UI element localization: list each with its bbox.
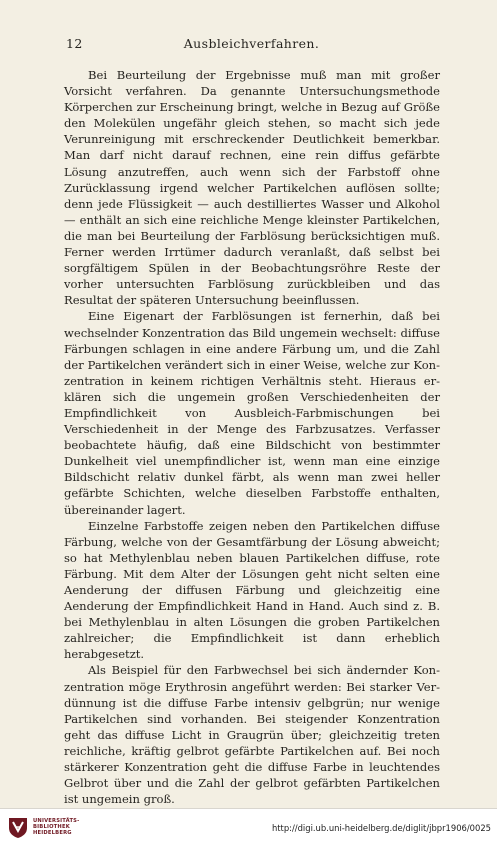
library-crest-icon [6, 815, 30, 839]
library-name-line: UNIVERSITÄTS- [33, 818, 80, 824]
page-header [66, 36, 437, 54]
page-number: 12 [66, 36, 83, 51]
running-title: Ausbleichverfahren. [183, 36, 320, 51]
source-url-link[interactable]: http://digi.ub.uni-heidelberg.de/diglit/jbpr1906/0025 [271, 823, 491, 833]
library-name-line: HEIDELBERG [33, 830, 72, 837]
paragraph: Als Beispiel für den Farbwechsel bei sich ändernder Konzentration möge Erythrosin angeführt werden: Bei starker Verdünnung ist die diffuse Farbe intensiv gelbgrün; nur wenige Partikelchen sind vorhanden. Bei steigender Konzentration geht das diffuse Licht in Graugrün über; gleichzeitig treten reichliche, kräftig gelbrot gefärbte Partikelchen auf. Bei noch stärkerer Konzentration geht die diffuse Farbe in leuchtendes Gelbrot über und die Zahl der gelbrot gefärbten Partikelchen ist ungemein groß. [64, 663, 440, 807]
library-name-line: BIBLIOTHEK [33, 824, 70, 831]
library-logo[interactable] [6, 813, 106, 841]
library-name [33, 818, 79, 837]
digitization-footer [0, 808, 497, 846]
paragraph: Bei Beurteilung der Ergebnisse muß man mit großer Vorsicht verfahren. Da genannte Untersuchungsmethode Körperchen zur Erscheinung bringt, welche in Bezug auf Größe den Molekülen ungefähr gleich stehen, so macht sich jede Verunreinigung mit erschreckender Deutlichkeit bemerkbar. Man darf nicht darauf rechnen, eine rein diffus gefärbte Lösung anzutreffen, auch wenn sich der Farbstoff ohne Zurücklassung irgend welcher Partikelchen auflösen sollte; denn jede Flüssigkeit — auch destilliertes Wasser und Alkohol — enthält an sich eine reichliche Menge kleinster Partikelchen, die man bei Beurteilung der Farblösung berücksichtigen muß. Ferner werden Irrtümer dadurch veranlaßt, daß selbst bei sorgfältigem Spülen in der Beobachtungsröhre Reste der vorher untersuchten Farblösung zurückbleiben und das Resultat der späteren Untersuchung beeinflussen. [64, 68, 440, 308]
body-text [64, 67, 440, 840]
paragraph: Eine Eigenart der Farblösungen ist fernerhin, daß bei wechselnder Konzentration das Bild ungemein wechselt: diffuse Färbungen schlagen in eine andere Färbung um, und die Zahl der Partikelchen verändert sich in einer Weise, welche zur Konzentration in keinem richtigen Verhältnis steht. Hieraus erklären sich die ungemein großen Verschiedenheiten der Empfindlichkeit von Ausbleich-Farbmischungen bei Verschiedenheit in der Menge des Farbzusatzes. Verfasser beobachtete häufig, daß eine Bildschicht von bestimmter Dunkelheit viel unempfindlicher ist, wenn man eine einzige Bildschicht relativ dunkel färbt, als wenn man zwei heller gefärbte Schichten, welche dieselben Farbstoffe enthalten, übereinander lagert. [64, 309, 440, 517]
paragraph: Einzelne Farbstoffe zeigen neben den Partikelchen diffuse Färbung, welche von der Gesamtfärbung der Lösung abweicht; so hat Methylenblau neben blauen Partikelchen diffuse, rote Färbung. Mit dem Alter der Lösungen geht nicht selten eine Aenderung der diffusen Färbung und gleichzeitig eine Aenderung der Empfindlichkeit Hand in Hand. Auch sind z. B. bei Methylenblau in alten Lösungen die groben Partikelchen zahlreicher; die Empfindlichkeit ist dann erheblich herabgesetzt. [64, 518, 440, 662]
